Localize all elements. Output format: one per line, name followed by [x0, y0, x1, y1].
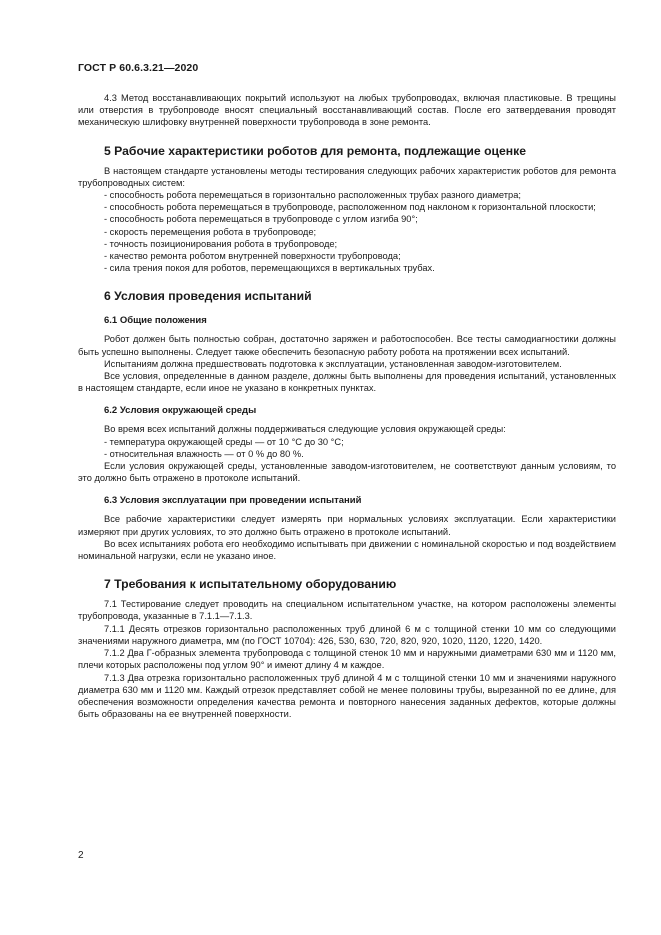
document-header: ГОСТ Р 60.6.3.21—2020	[78, 62, 199, 74]
paragraph: Испытаниям должна предшествовать подготовка к эксплуатации, установленная заводом-изготовителем.	[104, 358, 562, 369]
list-item: - точность позиционирования робота в трубопроводе;	[104, 238, 338, 249]
subsection-6-2-heading: 6.2 Условия окружающей среды	[104, 405, 257, 417]
subsection-6-3-heading: 6.3 Условия эксплуатации при проведении испытаний	[104, 495, 362, 507]
section-5-heading: 5 Рабочие характеристики роботов для ремонта, подлежащие оценке	[104, 143, 527, 158]
paragraph: Во время всех испытаний должны поддерживаться следующие условия окружающей среды:	[104, 424, 506, 435]
document-body	[78, 92, 616, 720]
list-item: - сила трения покоя для роботов, перемещающихся в вертикальных трубах.	[104, 263, 435, 274]
page-number: 2	[78, 850, 84, 861]
list-item: - способность робота перемещаться в трубопроводе, расположенном под наклоном к горизонтальной плоскости;	[104, 202, 596, 213]
paragraph: Все условия, определенные в данном разделе, должны быть выполнены для проведения испытаний, установленных в настоящем стандарте, если иное не указано в конкретных пунктах.	[78, 371, 616, 394]
paragraph: 7.1.2 Два Г-образных элемента трубопровода с толщиной стенок 10 мм и наружными диаметрами 630 мм и 1120 мм, плечи которых расположены под углом 90° и имеют длину 4 м каждое.	[78, 648, 616, 671]
paragraph: 7.1.1 Десять отрезков горизонтально расположенных труб длиной 6 м с толщиной стенки 10 мм со следующими значениями наружного диаметра, мм (по ГОСТ 10704): 426, 530, 630, 720, 820, 920, 1020, 1120, 1220, 1420.	[78, 623, 616, 646]
section-5-lead: В настоящем стандарте установлены методы тестирования следующих рабочих характеристик роботов для ремонта трубопроводных систем:	[78, 165, 616, 188]
paragraph: Если условия окружающей среды, установленные заводом-изготовителем, не соответствуют данным условиям, то это должно быть отражено в протоколе испытаний.	[78, 461, 616, 484]
list-item: - относительная влажность — от 0 % до 80 %.	[104, 448, 304, 459]
paragraph-4-3: 4.3 Метод восстанавливающих покрытий используют на любых трубопроводах, включая пластиковые. В трещины или отверстия в трубопроводе вносят специальный восстанавливающий состав. После его затвердевания проводят механическую шлифовку внутренней поверхности трубопровода в зоне ремонта.	[78, 93, 616, 128]
paragraph: Робот должен быть полностью собран, достаточно заряжен и работоспособен. Все тесты самодиагностики должны быть успешно выполнены. Следует также обеспечить безопасную работу робота на протяжении всех испытаний.	[78, 334, 616, 357]
list-item: - способность робота перемещаться в трубопроводе с углом изгиба 90°;	[104, 214, 418, 225]
section-7-heading: 7 Требования к испытательному оборудованию	[104, 577, 397, 592]
list-item: - температура окружающей среды — от 10 °С до 30 °С;	[104, 436, 344, 447]
paragraph: 7.1 Тестирование следует проводить на специальном испытательном участке, на котором расположены элементы трубопровода, указанные в 7.1.1—7.1.3.	[78, 599, 616, 622]
subsection-6-1-heading: 6.1 Общие положения	[104, 315, 207, 327]
section-6-heading: 6 Условия проведения испытаний	[104, 289, 312, 304]
list-item: - качество ремонта роботом внутренней поверхности трубопровода;	[104, 251, 401, 262]
paragraph: 7.1.3 Два отрезка горизонтально расположенных труб длиной 4 м с толщиной стенки 10 мм и значениями наружного диаметра 630 мм и 1120 мм. Каждый отрезок представляет собой не менее половины трубы, вырезанной по ее длине, для обеспечения возможности определения качества ремонта и повторного нанесения заданных дефектов, которые должны быть образованы на ее внутренней поверхности.	[78, 672, 616, 720]
list-item: - способность робота перемещаться в горизонтально расположенных трубах разного диаметра;	[104, 190, 521, 201]
paragraph: Все рабочие характеристики следует измерять при нормальных условиях эксплуатации. Если характеристики измеряют при других условиях, то это должно быть отражено в протоколе испытаний.	[78, 514, 616, 537]
list-item: - скорость перемещения робота в трубопроводе;	[104, 226, 317, 237]
paragraph: Во всех испытаниях робота его необходимо испытывать при движении с номинальной скоростью и под воздействием номинальной нагрузки, если не указано иное.	[78, 538, 616, 562]
